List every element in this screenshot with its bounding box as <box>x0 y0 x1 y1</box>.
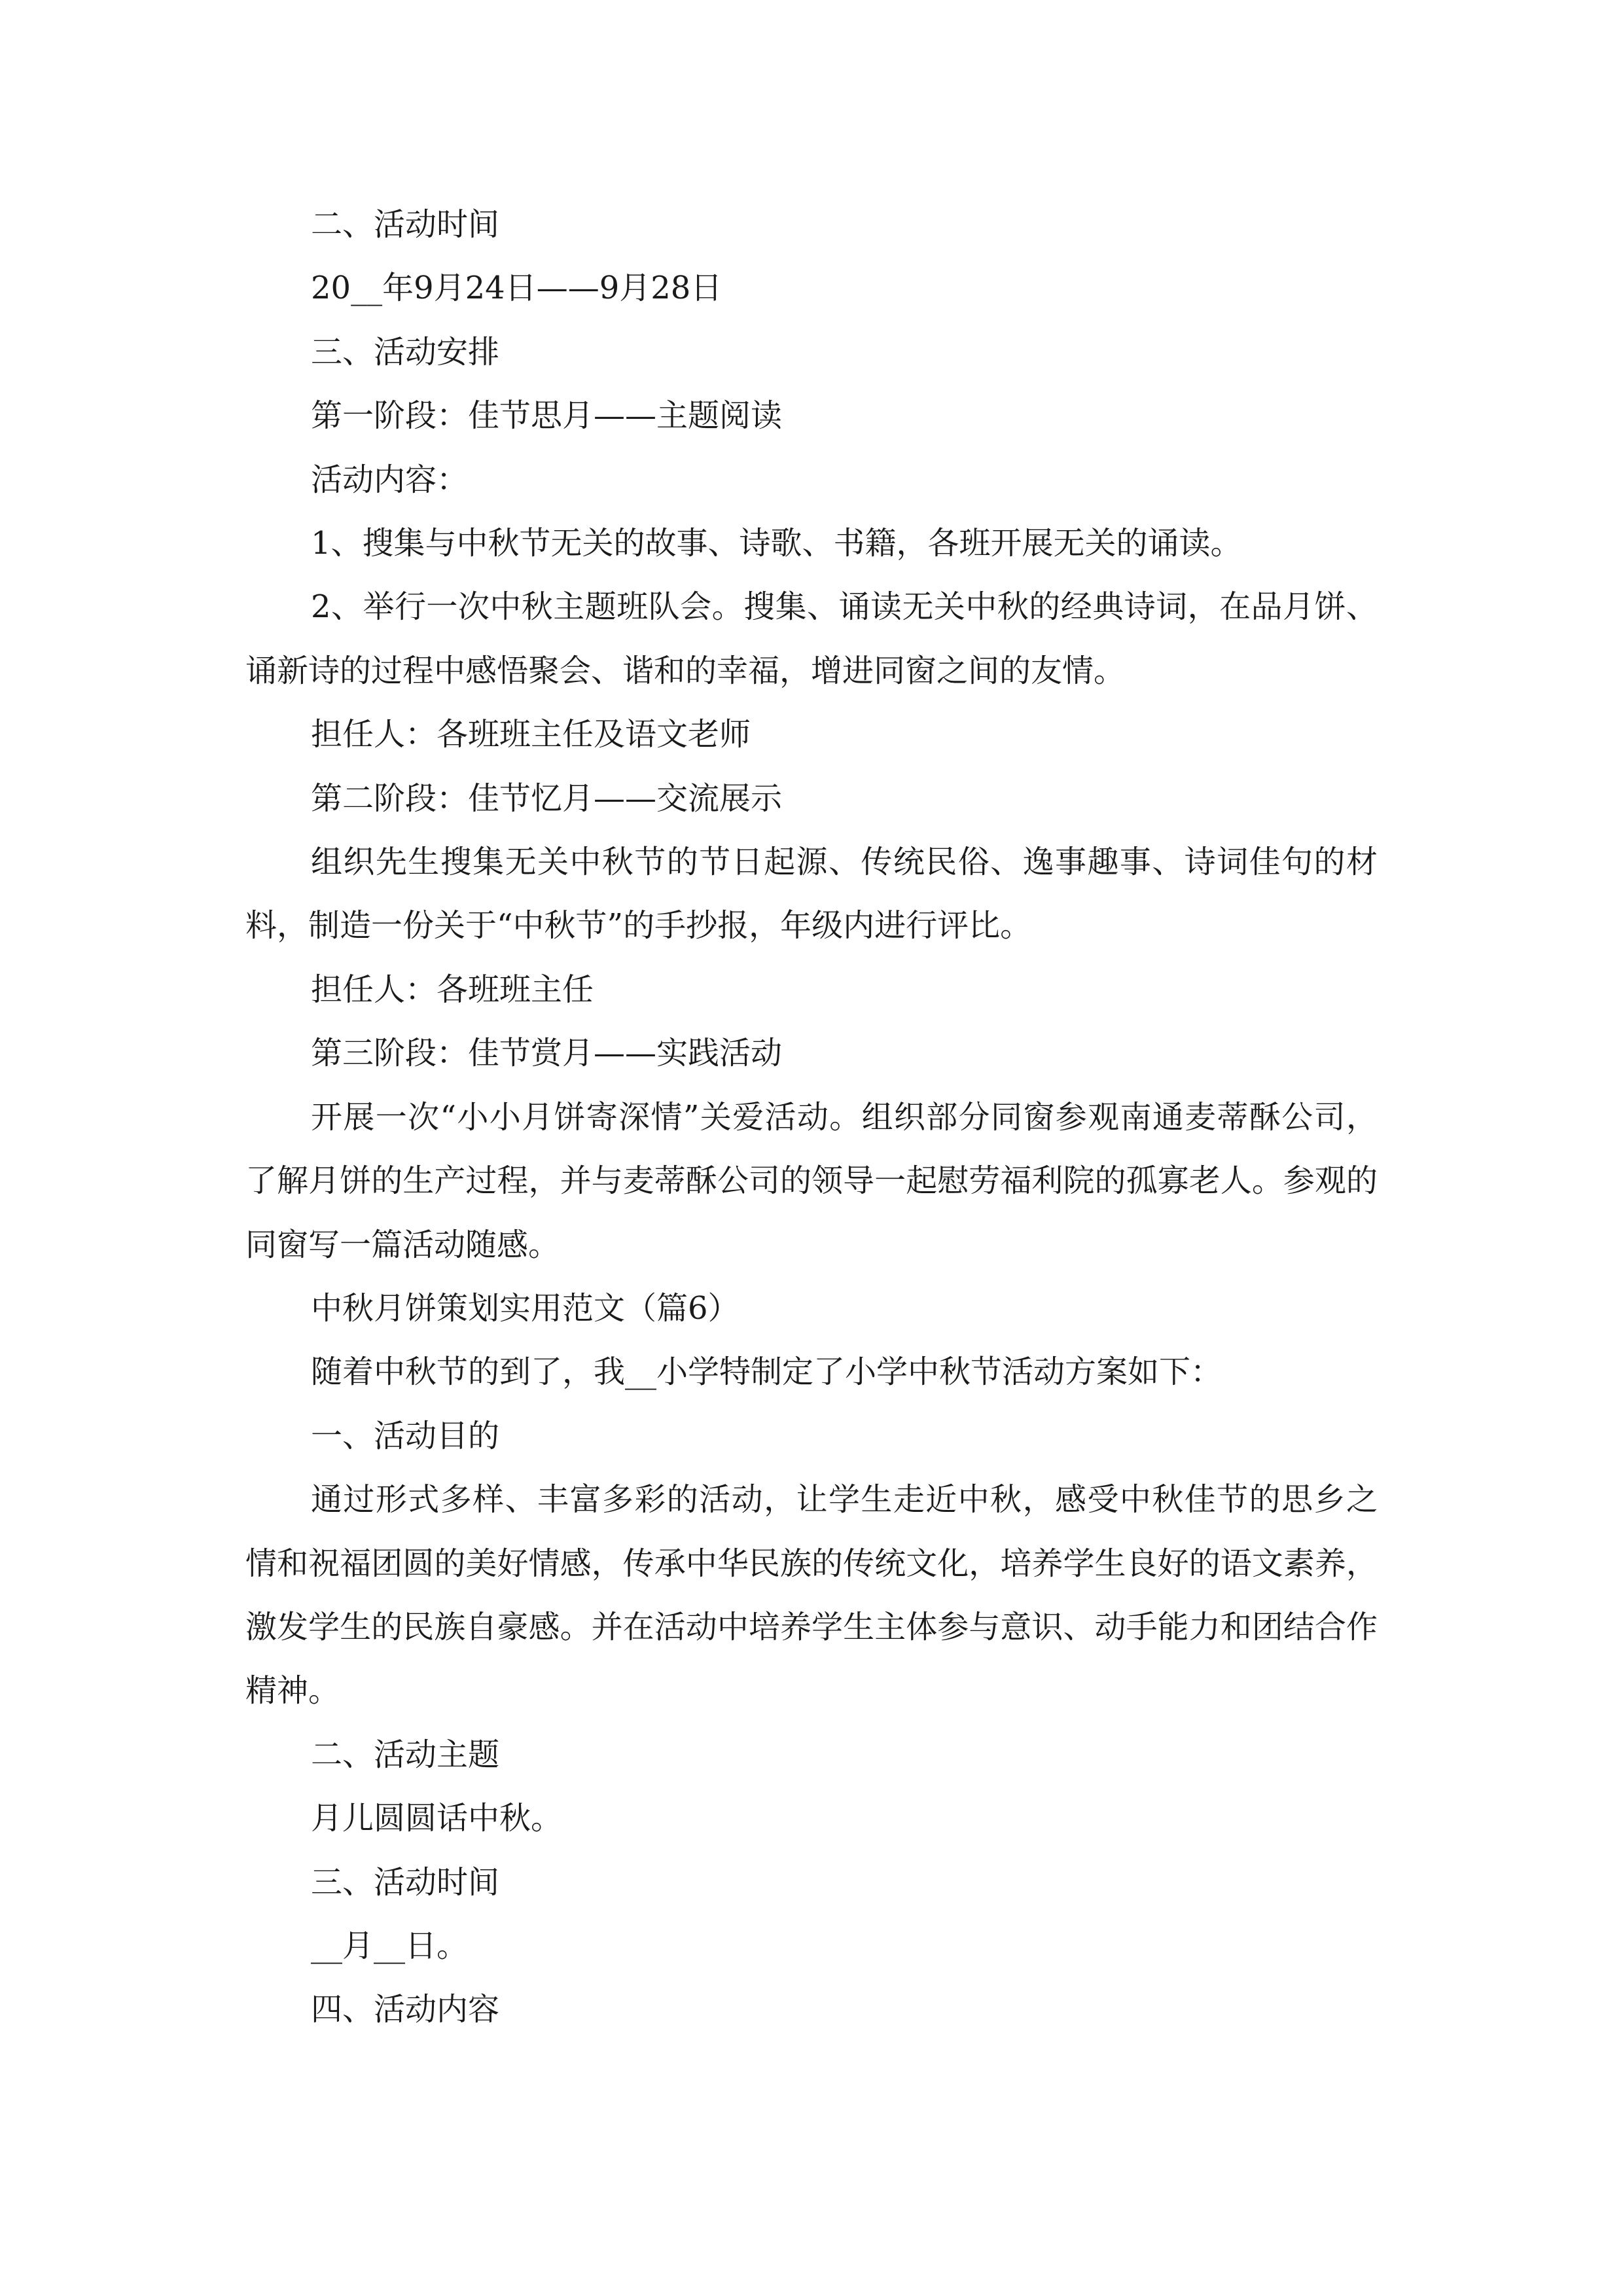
activity-theme-text: 月儿圆圆话中秋。 <box>311 1800 563 1837</box>
activity-date-range: 20__年9月24日——9月28日 <box>311 270 722 307</box>
heading-activity-time: 二、活动时间 <box>311 206 500 243</box>
heading-activity-purpose: 一、活动目的 <box>311 1417 500 1454</box>
heading-activity-content: 四、活动内容 <box>311 1991 500 2028</box>
stage-three-content: 开展一次“小小月饼寄深情”关爱活动。组织部分同窗参观南通麦蒂酥公司，了解月饼的生产过程，并与麦蒂酥公司的领导一起慰劳福利院的孤寡老人。参观的同窗写一篇活动随感。 <box>245 1098 1378 1263</box>
activity-time-text: __月__日。 <box>311 1927 469 1964</box>
article-6-intro: 随着中秋节的到了，我__小学特制定了小学中秋节活动方案如下： <box>311 1354 1222 1391</box>
stage-three-title: 第三阶段：佳节赏月——实践活动 <box>311 1035 783 1072</box>
article-6-title: 中秋月饼策划实用范文（篇6） <box>311 1289 740 1327</box>
heading-activity-theme: 二、活动主题 <box>311 1736 500 1773</box>
stage-one-item-2: 2、举行一次中秋主题班队会。搜集、诵读无关中秋的经典诗词，在品月饼、诵新诗的过程中感悟聚会、谐和的幸福，增进同窗之间的友情。 <box>245 588 1378 689</box>
document-body <box>245 193 1378 2042</box>
activity-content-label: 活动内容： <box>311 461 469 498</box>
stage-two-title: 第二阶段：佳节忆月——交流展示 <box>311 780 783 817</box>
stage-two-responsible: 担任人：各班班主任 <box>311 971 594 1008</box>
heading-activity-time-2: 三、活动时间 <box>311 1863 500 1901</box>
stage-one-item-1: 1、搜集与中秋节无关的故事、诗歌、书籍，各班开展无关的诵读。 <box>311 525 1242 562</box>
stage-two-content: 组织先生搜集无关中秋节的节日起源、传统民俗、逸事趣事、诗词佳句的材料，制造一份关于“中秋节”的手抄报，年级内进行评比。 <box>245 844 1378 944</box>
heading-activity-arrangement: 三、活动安排 <box>311 333 500 370</box>
activity-purpose-text: 通过形式多样、丰富多彩的活动，让学生走近中秋，感受中秋佳节的思乡之情和祝福团圆的美好情感，传承中华民族的传统文化，培养学生良好的语文素养，激发学生的民族自豪感。并在活动中培养学生主体参与意识、动手能力和团结合作精神。 <box>245 1481 1378 1710</box>
stage-one-title: 第一阶段：佳节思月——主题阅读 <box>311 397 783 435</box>
stage-one-responsible: 担任人：各班班主任及语文老师 <box>311 716 751 753</box>
